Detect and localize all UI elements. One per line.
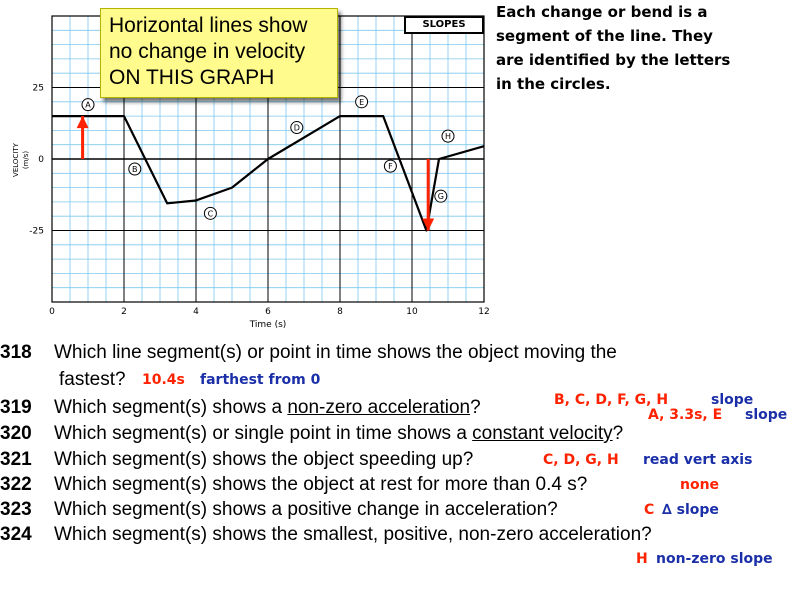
segment-letter: B (132, 165, 138, 175)
question-text: Which segment(s) shows the object speeding up? (54, 449, 474, 470)
callout-line: no change in velocity (109, 40, 306, 63)
segment-letter: F (388, 162, 393, 172)
note-line: segment of the line. They (496, 27, 713, 45)
x-tick-label: 12 (478, 307, 490, 317)
note-line: are identified by the letters (496, 51, 731, 69)
y-tick-label: 25 (32, 83, 44, 94)
segment-label-d (291, 122, 303, 134)
callout-line: Horizontal lines show (109, 14, 308, 37)
answer-323-red: C (644, 502, 655, 518)
answer-319-red: B, C, D, F, G, H (554, 392, 669, 408)
question-324 (0, 524, 652, 546)
question-text: Which segment(s) or single point in time shows a (54, 423, 473, 444)
answer-322-red: none (680, 477, 720, 493)
question-322 (0, 474, 587, 496)
question-318-cont (59, 369, 126, 391)
question-text: Which segment(s) shows a positive change in acceleration? (54, 499, 558, 520)
question-number: 324 (0, 524, 32, 545)
x-tick-label: 8 (337, 307, 343, 317)
answer-321-blue: read vert axis (643, 452, 753, 468)
y-axis-label (12, 142, 30, 177)
answer-318-blue: farthest from 0 (200, 372, 321, 388)
svg-text:(m/s): (m/s) (22, 150, 30, 170)
question-text: Which segment(s) shows the object at rest for more than 0.4 s? (54, 474, 588, 495)
x-tick-label: 0 (49, 307, 55, 317)
answer-320-red: A, 3.3s, E (648, 407, 723, 423)
callout-note (100, 8, 338, 98)
question-323 (0, 499, 558, 521)
answer-324-blue: non-zero slope (656, 551, 773, 567)
x-tick-label: 4 (193, 307, 199, 317)
question-text: Which segment(s) shows the smallest, positive, non-zero acceleration? (54, 524, 652, 545)
segment-label-g (435, 190, 447, 202)
question-321 (0, 449, 473, 471)
x-tick-label: 2 (121, 307, 127, 317)
segment-letter: E (359, 97, 365, 107)
question-320 (0, 423, 623, 445)
segment-label-e (356, 96, 368, 108)
question-number: 319 (0, 397, 32, 418)
segment-label-b (129, 163, 141, 175)
question-text-end: ? (612, 423, 624, 444)
segment-letter: G (437, 192, 444, 202)
answer-318-red: 10.4s (142, 372, 185, 388)
note-line: Each change or bend is a (496, 3, 708, 21)
question-text: fastest? (59, 369, 126, 390)
x-axis-label: Time (s) (249, 320, 287, 330)
x-tick-label: 10 (406, 307, 418, 317)
slopes-label: SLOPES (404, 16, 484, 34)
segment-letter: H (444, 132, 452, 142)
segment-label-f (384, 160, 396, 172)
note-line: in the circles. (496, 75, 611, 93)
question-number: 321 (0, 449, 32, 470)
question-number: 320 (0, 423, 32, 444)
question-318 (0, 342, 617, 364)
svg-text:VELOCITY: VELOCITY (12, 143, 20, 177)
segment-label-h (442, 130, 454, 142)
question-text: Which line segment(s) or point in time shows the object moving the (54, 342, 617, 363)
side-note (496, 0, 796, 96)
question-number: 318 (0, 342, 32, 363)
question-underline: constant velocity (472, 423, 613, 444)
segment-label-c (204, 207, 216, 219)
x-tick-label: 6 (265, 307, 271, 317)
question-text-end: ? (470, 397, 481, 418)
answer-321-red: C, D, G, H (543, 452, 619, 468)
question-319 (0, 397, 481, 419)
question-number: 323 (0, 499, 32, 520)
question-number: 322 (0, 474, 32, 495)
y-tick-label: 0 (38, 155, 44, 165)
answer-319-blue: slope (711, 392, 754, 408)
answer-320-blue: slope (745, 407, 788, 423)
question-text: Which segment(s) shows a (54, 397, 288, 418)
answer-324-red: H (636, 551, 648, 567)
question-underline: non-zero acceleration (287, 397, 471, 418)
segment-letter: C (207, 209, 214, 219)
segment-letter: A (85, 100, 91, 110)
answer-323-blue: ∆ slope (662, 502, 719, 518)
segment-letter: D (293, 123, 300, 133)
callout-line: ON THIS GRAPH (109, 66, 275, 89)
y-tick-label: -25 (29, 226, 44, 237)
segment-label-a (82, 99, 94, 111)
